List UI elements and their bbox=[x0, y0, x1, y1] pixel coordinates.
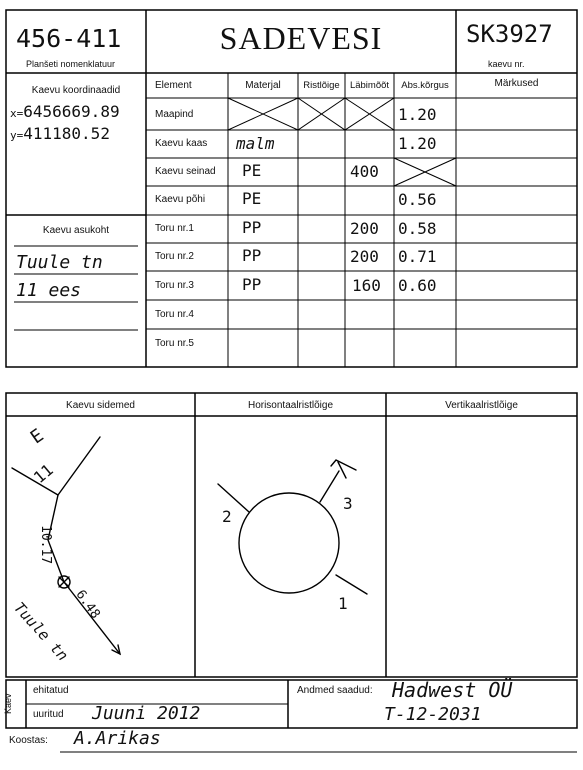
row-material-toru-3: PP bbox=[242, 275, 262, 294]
row-material-toru-2: PP bbox=[242, 246, 262, 265]
sketch-label-11: 11 bbox=[29, 460, 57, 488]
row-diameter-toru-1: 200 bbox=[350, 219, 379, 238]
column-header-notes: Märkused bbox=[494, 78, 539, 89]
section-horizontal-label: Horisontaalristlõige bbox=[247, 400, 334, 411]
row-material-kaevu-seinad: PE bbox=[242, 161, 262, 180]
row-abs-toru-1: 0.58 bbox=[398, 219, 437, 238]
coordinate-y-value: 411180.52 bbox=[23, 124, 110, 143]
well-number: SK3927 bbox=[466, 20, 553, 48]
section-connections-label: Kaevu sidemed bbox=[66, 400, 135, 411]
location-line-1: Tuule tn bbox=[16, 252, 103, 273]
footer-author-value: A.Arikas bbox=[74, 728, 161, 749]
row-element-toru-5: Toru nr.5 bbox=[155, 338, 194, 349]
pipe-label-3: 3 bbox=[343, 494, 353, 513]
row-diameter-toru-2: 200 bbox=[350, 247, 379, 266]
footer-built-label: ehitatud bbox=[33, 685, 69, 696]
row-element-kaevu-kaas: Kaevu kaas bbox=[155, 138, 208, 149]
sheet-number: 456-411 bbox=[16, 24, 122, 53]
row-material-kaevu-pohi: PE bbox=[242, 189, 262, 208]
row-diameter-toru-3: 160 bbox=[352, 276, 381, 295]
column-header-material: Materjal bbox=[245, 80, 281, 91]
column-header-abs-height: Abs.kõrgus bbox=[401, 80, 449, 91]
row-element-kaevu-seinad: Kaevu seinad bbox=[155, 166, 216, 177]
coordinates-label: Kaevu koordinaadid bbox=[31, 85, 121, 96]
pipe-label-2: 2 bbox=[222, 507, 232, 526]
form-title: SADEVESI bbox=[219, 20, 383, 56]
row-element-toru-1: Toru nr.1 bbox=[155, 223, 194, 234]
location-label: Kaevu asukoht bbox=[42, 225, 110, 236]
sketch-distance-2: 6.48 bbox=[72, 587, 103, 622]
footer-surveyed-value: Juuni 2012 bbox=[92, 703, 201, 724]
row-element-toru-2: Toru nr.2 bbox=[155, 251, 194, 262]
row-element-kaevu-pohi: Kaevu põhi bbox=[155, 194, 206, 205]
column-header-cross-section: Ristlõige bbox=[303, 80, 340, 91]
row-abs-maapind: 1.20 bbox=[398, 105, 437, 124]
row-material-toru-1: PP bbox=[242, 218, 262, 237]
footer-data-label: Andmed saadud: bbox=[297, 685, 373, 696]
location-line-2: 11 ees bbox=[16, 280, 82, 301]
row-element-toru-3: Toru nr.3 bbox=[155, 280, 194, 291]
sketch-street-name: Tuule tn bbox=[10, 598, 72, 665]
column-header-diameter: Läbimõõt bbox=[349, 80, 390, 91]
row-abs-toru-3: 0.60 bbox=[398, 276, 437, 295]
row-diameter-kaevu-seinad: 400 bbox=[350, 162, 379, 181]
coordinate-x-prefix: x= bbox=[10, 107, 24, 120]
north-mark: E bbox=[26, 424, 48, 449]
footer-author-label: Koostas: bbox=[9, 735, 48, 746]
row-material-kaevu-kaas: malm bbox=[236, 134, 275, 153]
row-abs-kaevu-pohi: 0.56 bbox=[398, 190, 437, 209]
coordinate-x-value: 6456669.89 bbox=[23, 102, 120, 121]
row-element-toru-4: Toru nr.4 bbox=[155, 309, 194, 320]
footer-side-label: Kaev bbox=[3, 693, 13, 714]
pipe-label-1: 1 bbox=[338, 594, 348, 613]
row-abs-kaevu-kaas: 1.20 bbox=[398, 134, 437, 153]
sheet-label: Planšeti nomenklatuur bbox=[26, 59, 116, 69]
coordinate-y-prefix: y= bbox=[10, 129, 24, 142]
sketch-distance-1: 10.17 bbox=[38, 525, 53, 565]
well-label: kaevu nr. bbox=[488, 59, 525, 69]
section-vertical-label: Vertikaalristlõige bbox=[445, 400, 518, 411]
row-element-maapind: Maapind bbox=[155, 109, 194, 120]
footer-data-value-1: Hadwest OÜ bbox=[392, 678, 513, 702]
footer-surveyed-label: uuritud bbox=[33, 709, 64, 720]
row-abs-toru-2: 0.71 bbox=[398, 247, 437, 266]
footer-data-value-2: T-12-2031 bbox=[384, 704, 482, 725]
column-header-element: Element bbox=[155, 80, 192, 91]
